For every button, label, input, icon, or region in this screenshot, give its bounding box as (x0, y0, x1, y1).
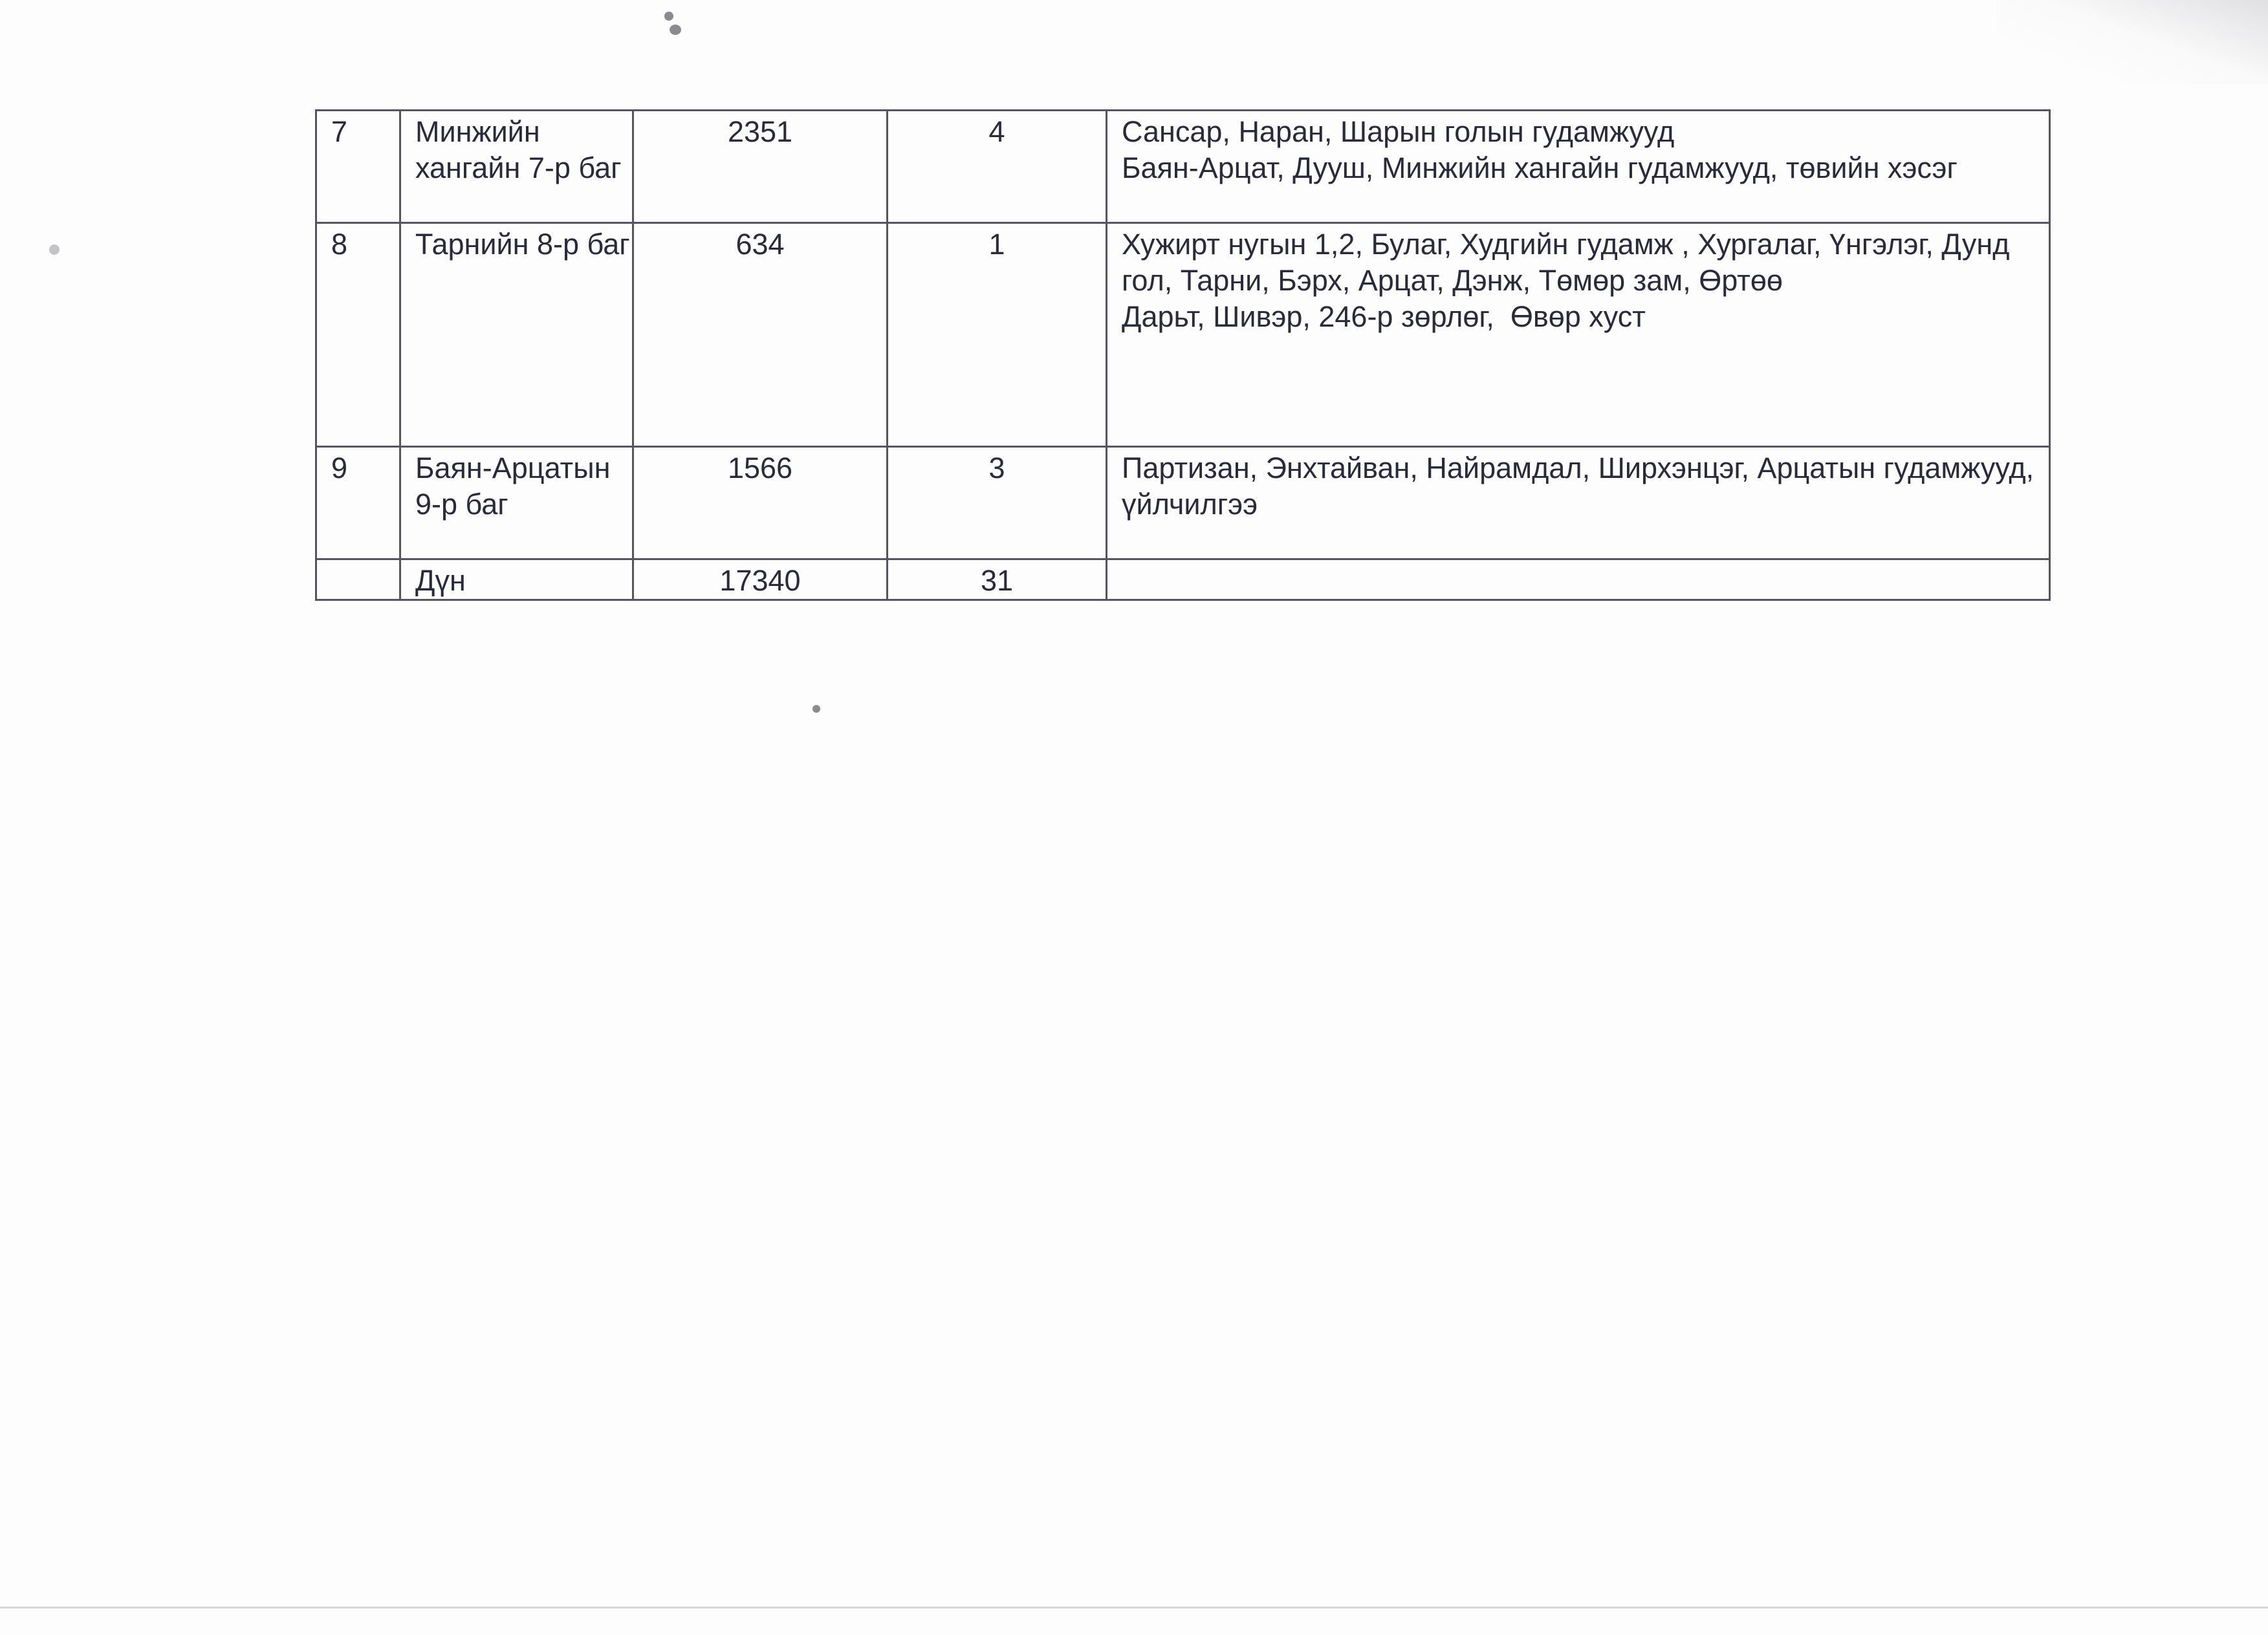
count-value: 4 (888, 111, 1107, 223)
population-value: 2351 (633, 111, 888, 223)
scan-speck (49, 244, 60, 255)
row-number: 9 (316, 447, 400, 559)
population-value: 1566 (633, 447, 888, 559)
table-row (316, 447, 2050, 559)
bag-name: Тарнийн 8-р баг (400, 223, 633, 447)
table-row (316, 111, 2050, 223)
scan-speck (664, 12, 673, 21)
empty-cell (316, 559, 400, 600)
streets-cell (1107, 223, 2050, 447)
total-label: Дүн (400, 559, 633, 600)
total-population: 17340 (633, 559, 888, 600)
scan-speck (812, 705, 820, 713)
streets-line: Хужирт нугын 1,2, Булаг, Худгийн гудамж , Хургалаг, Үнгэлэг, Дунд гол, Тарни, Бэрх, Арцат, Дэнж, Төмөр зам, Өртөө (1122, 228, 2018, 297)
streets-cell (1107, 447, 2050, 559)
bag-name: Баян-Арцатын 9-р баг (400, 447, 633, 559)
scan-shadow (1996, 0, 2268, 84)
empty-cell (1107, 559, 2050, 600)
scan-edge (0, 1607, 2268, 1608)
total-count: 31 (888, 559, 1107, 600)
scan-speck (670, 25, 681, 35)
streets-line: Баян-Арцат, Дууш, Минжийн хангайн гудамжууд, төвийн хэсэг (1122, 151, 1957, 184)
streets-line: Партизан, Энхтайван, Найрамдал, Ширхэнцэг, Арцатын гудамжууд, үйлчилгээ (1122, 451, 2042, 521)
streets-line: Сансар, Наран, Шарын голын гудамжууд (1122, 115, 1675, 148)
population-value: 634 (633, 223, 888, 447)
bag-table (315, 109, 2051, 601)
count-value: 1 (888, 223, 1107, 447)
row-number: 7 (316, 111, 400, 223)
streets-cell (1107, 111, 2050, 223)
table-row (316, 223, 2050, 447)
bag-name: Минжийн хангайн 7-р баг (400, 111, 633, 223)
count-value: 3 (888, 447, 1107, 559)
row-number: 8 (316, 223, 400, 447)
streets-line: Дарьт, Шивэр, 246-р зөрлөг, Өвөр хуст (1122, 300, 1646, 333)
total-row (316, 559, 2050, 600)
